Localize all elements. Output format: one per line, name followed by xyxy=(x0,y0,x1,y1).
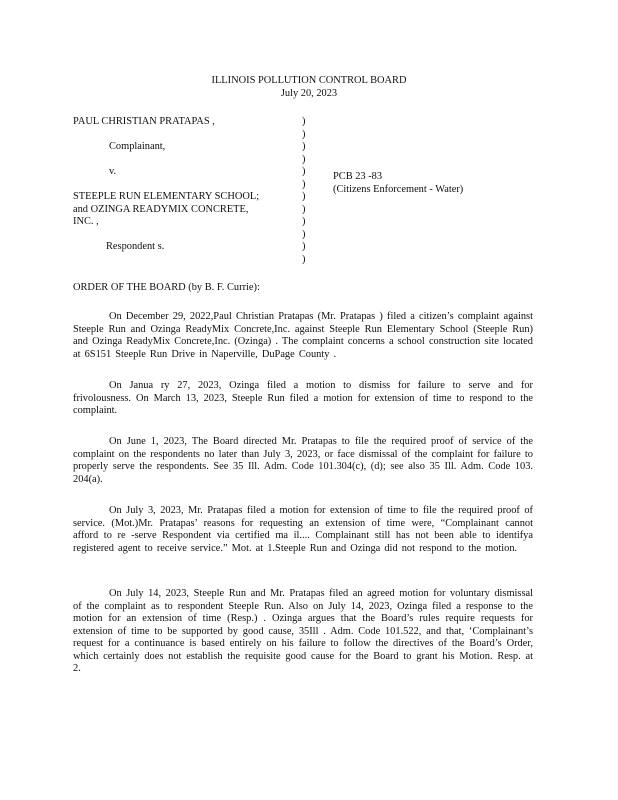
respondent-line-1: STEEPLE RUN ELEMENTARY SCHOOL; xyxy=(73,191,260,202)
caption-parentheses: ) ) ) ) ) ) ) ) ) ) ) ) xyxy=(302,116,306,265)
agency-name: ILLINOIS POLLUTION CONTROL BOARD xyxy=(211,75,407,86)
paragraph-2: On Janua ry 27, 2023, Ozinga filed a motion to dismiss for failure to serve and for frivolousness. On March 13, 2023, Steeple Run filed a motion for extension of time to respond to the complaint. xyxy=(73,380,533,416)
case-caption xyxy=(73,116,259,254)
complainant-name: PAUL CHRISTIAN PRATAPAS , xyxy=(73,116,215,127)
respondent-line-2: and OZINGA READYMIX CONCRETE, xyxy=(73,203,249,215)
respondent-role: Respondent s. xyxy=(106,241,165,252)
complainant-role: Complainant, xyxy=(109,141,166,152)
order-heading: ORDER OF THE BOARD (by B. F. Currie): xyxy=(73,282,260,293)
versus-label: v. xyxy=(109,166,117,177)
paragraph-1: On December 29, 2022,Paul Christian Pratapas (Mr. Pratapas ) filed a citizen’s complaint against Steeple Run and Ozinga ReadyMix Concrete,Inc. against Steeple Run Elementary School (Steeple Run) and Ozinga ReadyMix Concrete,Inc. (Ozinga) . The complaint concerns a school construction site located at 6S151 Steeple Run Drive in Naperville, DuPage County . xyxy=(73,311,533,360)
paragraph-4: On July 3, 2023, Mr. Pratapas filed a motion for extension of time to file the required proof of service. (Mot.)Mr. Pratapas’ reasons for requesting an extension of time were, “Complainant cannot afford to re -serve Respondent via certified ma il.... Complainant still has not been able to identifya registered agent to receive service.” Mot. at 1.Steeple Run and Ozinga did not respond to the motion. xyxy=(73,505,533,554)
case-info xyxy=(333,171,463,196)
paragraph-3: On June 1, 2023, The Board directed Mr. Pratapas to file the required proof of service of the complaint on the respondents no later than July 3, 2023, or face dismissal of the complaint for failure to properly serve the respondents. See 35 Ill. Adm. Code 101.304(c), (d); see also 35 Ill. Adm. Code 103. 204(a). xyxy=(73,436,533,485)
respondent-line-3: INC. , xyxy=(73,216,99,227)
document-header xyxy=(0,74,618,100)
case-type: (Citizens Enforcement - Water) xyxy=(333,183,464,195)
order-date: July 20, 2023 xyxy=(280,88,338,99)
case-number: PCB 23 -83 xyxy=(333,171,383,182)
paragraph-5: On July 14, 2023, Steeple Run and Mr. Pratapas filed an agreed motion for voluntary dismissal of the complaint as to respondent Steeple Run. Also on July 14, 2023, Ozinga filed a response to the motion for an extension of time (Resp.) . Ozinga argues that the Board’s rules require requests for extension of time to be supported by good cause, 35Ill . Adm. Code 101.522, and that, ‘Complainant’s request for a continuance is based entirely on his failure to follow the directives of the Board’s Order, which certainly does not establish the requisite good cause for the Board to grant his Motion. Resp. at 2. xyxy=(73,588,533,674)
